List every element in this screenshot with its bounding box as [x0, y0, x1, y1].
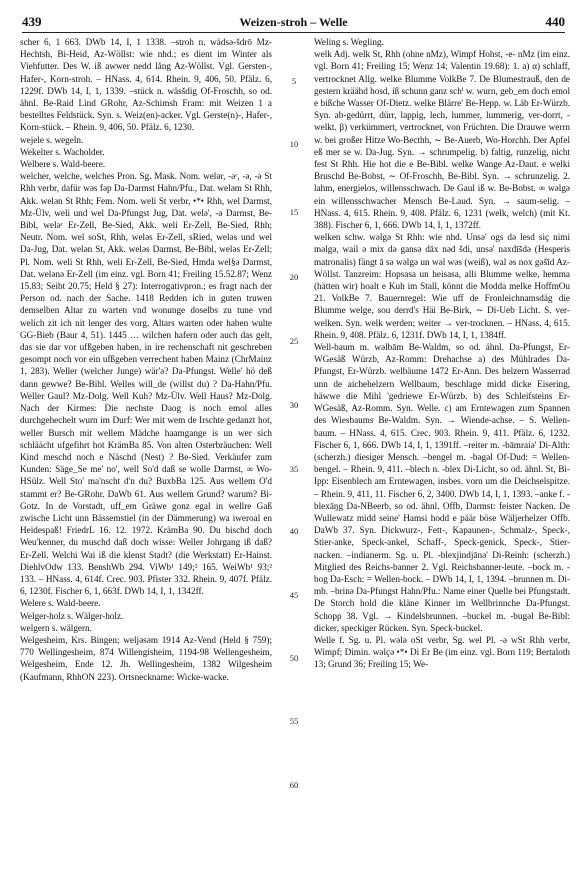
line-number: 35 [289, 464, 299, 474]
entry-wejele: wejele s. wegeln. [20, 134, 84, 145]
line-number: 60 [289, 780, 299, 790]
entry-welken: welken schw. wəlgə St Rhh: wie nhd. Unsə' ogs də lesd siç nimi məlgə, wail ə mix də gansə dāx nəd šdi, unsə' naxdīšdə (Hesperis matronalis) fängt ā sə wəlgə un wəl wəs (weiß), wal əs nox gəšīd Az-Wöllst. Tanzreim: Hopsasa un heisasa, alli Blumme welke, hemma (hätten wir) hoalt e Kuh im Stall, könnt die Modda melke HoffmOu 21. VolkBe 7. Bauernregel: Wie uff de Fronleichnamsdäg die Blumme welge, sou derrd's Häi Be-Birk, ∼ Di-Ueb Licht. S. ver-welken. Syn. welk werden; weiter → ver-trocknen. – HNass. 4, 615. Rhein. 9, 408. Pfälz. 6, 1231f. DWb 14, I, 1, 1384ff. [314, 232, 570, 340]
right-column [314, 36, 570, 671]
line-number: 5 [291, 76, 297, 86]
entry-welere: Welere s. Wald-beere. [20, 598, 101, 609]
entry-weling: Weling s. Wegling. [314, 37, 384, 47]
page-header [22, 8, 565, 33]
line-number: 50 [289, 653, 299, 663]
line-number: 40 [289, 526, 299, 536]
line-numbers [282, 36, 306, 876]
left-column [20, 36, 272, 683]
line-number: 30 [289, 400, 299, 410]
line-number: 10 [289, 139, 299, 149]
entry-welgern: welgern s. wälgern. [20, 622, 92, 633]
entry-wekelter: Wekelter s. Wacholder. [20, 146, 105, 157]
page-number-right: 440 [545, 14, 565, 29]
entry-welbere: Welbere s. Wald-beere. [20, 159, 106, 170]
line-number: 25 [289, 336, 299, 346]
entry-welcher: welcher, welche, welches Pron. Sg. Mask. Nom. welər, -əʳ, -ə, -ə St Rhh verbr, dafür wəs fəp Da-Darmst Hahn/Pfu., Dat. weləm St Rhh, Akk. welən St Rhh; Fem. Nom. weli St verbr, •*• Rhh, wel Darmst, Mz-Ülv, weli und wel Da-Pfungst Jug, Dat. welə', -ə Darmst, Be-Bibl, weləʳ Er-Zell, Be-Sied, Akk. weli Er-Zell, Be-Sied, Rhh; Neutr. Nom. wel soSt, Rhh, weləs Er-Zell, sRied, weləs und wel Da-Jug, Dat. welən St, Akk. weləs Darmst, Be-Bibl, weləs Er-Zell; Pl. Nom. weli St Rhh, weli Er-Zell, Be-Sied, Hmda wel§ə Darmst, Dat. welənə Er-Zell (im einz. vgl. Born 41; Freiling 15.52.87; Wenz 15.83; Seibt 20.75; Held § 27): Interrogativpron.; es fragt nach der Person od. nach der Sache. 1418 Redden ich in guten truwen demselben Altar zu warten vnd wonunge doselbs zu tune vnd welich zit ich nit lenger des vorg. Altars warten oder haben wulte GG-Bieb (Baur 4, 51). 1445 … wilchen hafern oder auch das gelt, das sie dar vor ufßgeben haben, in ire rechenschaft nit geschreben gesompt noch vor ein ufßgeben verrechent haben Mainz (ChrMainz 1, 283). Weller (welcher Junge) wär'ə? Da-Pfungst. Welle' hö deß dann gewwe? Be-Bibl. Welles will_de (willst du) ? Da-Hahn/Pfu. Weller Gaul? Mz-Dolg. Well Kuh? Mz-Ülv. Well Haus? Mz-Dolg. Nach der Kirmes: Die nechste Daog is noch emol alles durchgehechelt wurn im Durf: Wer mit wem de Irschte gedanzt hot, weller Bursch mit wellem Mädche haamgange is un wer sich schläächt ufgefihrt hot KrämBa 85. Von alten Osterbräuchen: Well Kind meschd noch e Näschd (Nest) ? Be-Sied. Verkäufer zum Kunden: Säge_Se me' no', well So'd daß se wolle Darmst, ∞ Wo-HSülz. Well Sto' ma'nscht d'n du? BuxbBa 125. Aus wellem O'd stammt er? Be-GRohr. DaWb 61. Aus wellem Grund? warum? Bi-Gotz. In de Vorstadt, uff_em Gräwe gonz egal in wellre Gaß zwische Licht unn Bässemstiel (in der Dämmerung) wa iweroal en Heidespaß! FriedrL 16. 12. 1972. KrämBa 90. Du bischd doch Weu'kenner, du muschd daß doch wisse: Weller Johrgang iß daß? Er-Zell. Welchi Wai iß die klenst Stadt? (die Werkstatt) Er-Hainst. DiehlvOdw 133. BenshWb 294. ViWb¹ 149;² 165. WeiWb¹ 93;² 133. – HNass. 4, 614f. Crec. 903. Pfister 332. Rhein. 9, 407f. Pfälz. 6, 1230f. Fischer 6, 1, 663f. DWb 14, I, 1, 1342ff. [20, 171, 272, 597]
line-number: 15 [289, 207, 299, 217]
line-number: 20 [289, 272, 299, 282]
line-number: 45 [289, 590, 299, 600]
entry-welgesheim: Welgesheim, Krs. Bingen; weljəsəm 1914 Az-Vend (Held § 759); 770 Wellingesheim, 874 Willengisheim, 1194-98 Wellengesheim, Welgesheim, Ende 12. Jh. Wellingesheim, 1382 Wilgesheim (Kaufmann, RhhON 223). Ortsneckname: Wicke-wacke. [20, 634, 272, 682]
line-number: 55 [289, 716, 299, 726]
entry-welle: Welle f. Sg. u. Pl. wələ oSt verbr, Sg. wel Pl. -ə wSt Rhh verbr, Wimpf; Dimin. wəlçə •*• Di Er Be (im einz. vgl. Born 119; Bertaloth 13; Grund 36; Freiling 15; We- [314, 634, 570, 670]
entry-well-baum: Well-baum m. wəlbām Be-Waldm, so od. ähnl. Da-Pfungst, Er-WGesäß Würzb, Az-Romm: Drehachse a) des Mühlrades Da-Pfungst, Er-Würzb. welbäume 1472 Er-Ann. Des helzern Wasserrad unn de aichehelzern Wellbaum, beschlage midd dicke Eisering, häwwe die Mihl 'gedriewe Er-Würzb. b) des Schleifsteins Er-WGesäß, Az-Romm. Syn. Welle. c) am Erntewagen zum Spannen des Wiesbaums Be-Waldm. Syn. → Wiende-achse. – S. Wellen-baum. – HNass. 4, 615. Crec. 903. Rhein. 9, 411. Pfälz. 6, 1232. Fischer 6, 1, 666. DWb 14, I, 1, 1391ff. –reiter m. -bāmraiə' Di-Alth: (scherzh.) diesiger Mensch. –bengel m. -bəgəl Of-Dud: = Wellen-bengel. – Rhein. 9, 411. –blech n. -blex Di-Licht, so od. ähnl. St, Bi-Ipp: Eisenblech am Erntewagen, insbes. vorn um die Deichselspitze. – Rhein. 9, 411, 11. Fischer 6, 2, 3400. DWb 14, I, 1, 1393. –anke f. -blexāŋg Da-NBeerb, so od. ähnl. Offb, Darmst: feister Nacken. De Wullewatz midd seine' Hamsi hodd e päär böse Wäljerhelzer Offb. DaWb 37. Syn. Dickwurz-, Fett-, Kapaunen-, Schmalz-, Speck-, Stier-anke, Speck-ankel, Schaff-, Speck-genick, Speck-, Stier-nacken. –indianerm. Sg. u. Pl. -blexjindjānə' Di-Reinh: (scherzh.) Mitglied des Reichs-banner 2. Vgl. Reichsbanner-leute. –bock m. -bog Da-Esch: = Wellen-bock. – DWb 14, I, 1, 1394. –brunnen m. Di-mb. –brinə Da-Pfungst Hahn/Pfu.: Name einer Quelle bei Pfungstadt. De Storch hold die kläne Kinner im Wellbrinnche Da-Pfungst. Schopp 38. Vgl. → Kindelsbrunnen. –buckel m. -bugəl Be-Bibl: dicker, speckiger Rücken. Syn. Speck-buckel. [314, 342, 570, 633]
page-number-left: 439 [22, 14, 42, 29]
entry-welk: welk Adj. welk St, Rhh (ohne nMz), Wimpf Hohst, -e- nMz (im einz. vgl. Born 41; Freiling 15; Wenz 14; Valentin 19.68): 1. a) α) schlaff, vertrocknet Allg. welke Blumme VolkBe 7. De Blumestrauß, den de gestern kräähd hosd, iß schunn ganz schⁱ w. wurn, geb_em doch emol e bißche Wasser Of-Dietz. welke Blärre' Be-Hepp. w. Läb Er-Würzb. Syn. ab-gedürrt, dürr, lappig, lech, lummer, lummerig, ver-dorrt, -welkt. β) verkümmert, vertrocknet, von Früchten. Die Drauwe werrn w. bei großer Hitze Wo-Becthh, ∼ Be-Auerb, Wo-Horchh. Der Apfel eß mer se w. Da-Jug. Syn. → schrumpelig. b) faltig, runzelig, nicht fest St Rhh. Hie hot die e Be-Bibl. welke Wange Az-Daut. e welki Bruschd Be-Bobst, ∼ Of-Froschh, Be-Bibl. Syn. → schrunzelig. 2. lahm, energielos, willensschwach. De Gaul iß w. Be-Bobst. ∞ wəlgə ein willensschwacher Mensch Be-Laud. Syn. → saum-selig. – HNass. 4, 615. Rhein. 9, 408. Pfälz. 6, 1231 (welk, welch) (mit Kt. 388). Fischer 6, 1, 666. DWb 14, I, 1, 1372ff. [314, 49, 570, 231]
running-title: Weizen-stroh – Welle [239, 15, 348, 29]
entry-weizen-stroh: scher 6, 1 663. DWb 14, I, 1 1338. –stroh n. wädsə-šdrō Mz-Hechtsh, Bi-Heid, Az-Wöllst: wie nhd.; es dient im Winter als Viehfutter. Des W. iß awwer nedd lång Az-Wöllst. Vgl. Gersten-, Hafer-, Korn-stroh. – HNass. 4, 614. Rhein. 9, 406, 50. Pfälz. 6, 1229f. DWb 14, I, 1, 1339. –stück n. wäsšdig Of-Froschh, so od. ähnl. Be-Raid Lind GRohr, Az-Schimsh Fram: mit Weizen 1 a bestelltes Feldstück. Syn. s. Weiz(en)-acker. Vgl. Gerste(n)-, Hafer-, Korn-stück. – Rhein. 9, 406, 50. Pfälz. 6, 1230. [20, 37, 272, 133]
entry-welger-holz: Welger-holz s. Wälger-holz. [20, 610, 124, 621]
